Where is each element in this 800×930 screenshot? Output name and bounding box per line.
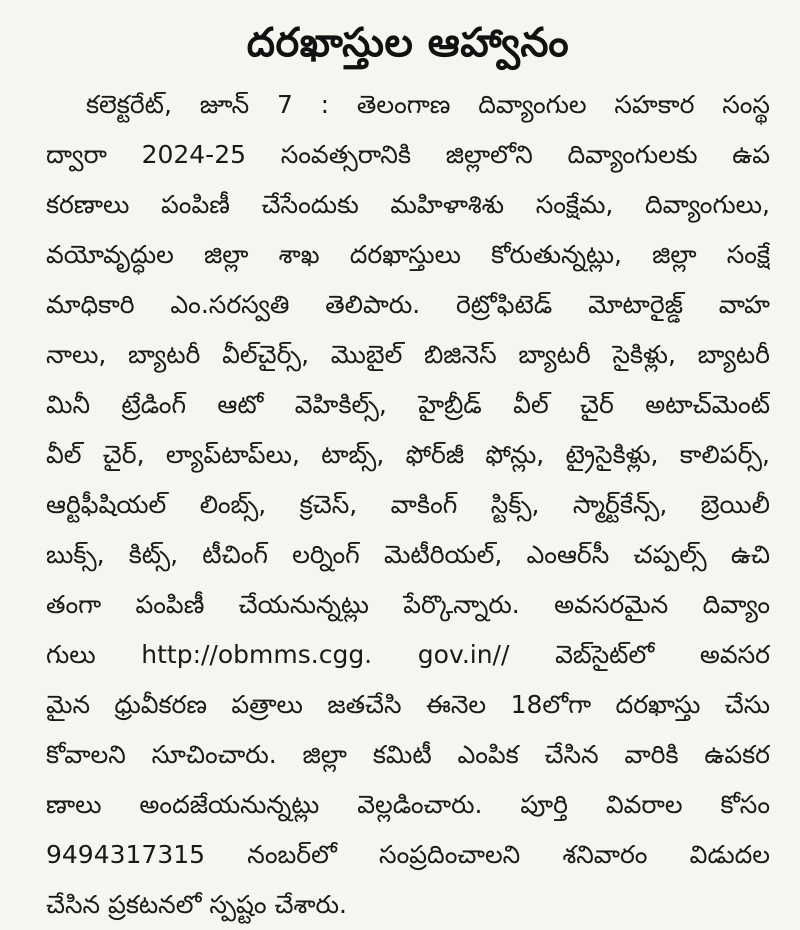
article-line: మినీ ట్రేడింగ్ ఆటో వెహికిల్స్, హైబ్రీడ్ వీల్ చైర్ అటాచ్‌మెంట్ bbox=[46, 390, 770, 419]
article-line: ఆర్టిఫీషియల్ లింబ్స్, క్రచెస్, వాకింగ్ స్టిక్స్, స్మార్ట్‌కేన్స్, బ్రెయిలీ bbox=[46, 490, 770, 519]
article-line: కరణాలు పంపిణీ చేసేందుకు మహిళాశిశు సంక్షేమ, దివ్యాంగులు, bbox=[46, 190, 770, 219]
article-line: 9494317315 నంబర్‌లో సంప్రదించాలని శనివారం విడుదల bbox=[46, 840, 770, 869]
article-line: గులు http://obmms.cgg. gov.in// వెబ్‌సైట్‌లో అవసర bbox=[46, 640, 770, 669]
article-body bbox=[46, 80, 770, 930]
article-line: వీల్ చైర్, ల్యాప్‌టాప్‌లు, టాబ్స్, ఫోర్‌జీ ఫోన్లు, ట్రైసైకిళ్లు, కాలిపర్స్, bbox=[46, 440, 770, 469]
article-line: ణాలు అందజేయనున్నట్లు వెల్లడించారు. పూర్తి వివరాల కోసం bbox=[46, 790, 770, 819]
article-line: కలెక్టరేట్, జూన్ 7 : తెలంగాణ దివ్యాంగుల సహకార సంస్థ bbox=[86, 90, 770, 119]
article-line: తంగా పంపిణీ చేయనున్నట్లు పేర్కొన్నారు. అవసరమైన దివ్యాం bbox=[46, 590, 770, 619]
headline: దరఖాస్తుల ఆహ్వానం bbox=[246, 20, 570, 66]
article-line: మాధికారి ఎం.సరస్వతి తెలిపారు. రెట్రోఫిటెడ్ మోటారైజ్డ్ వాహ bbox=[46, 290, 770, 319]
article-line: బుక్స్, కిట్స్, టీచింగ్ లర్నింగ్ మెటీరియల్, ఎంఆర్‌సీ చప్పల్స్ ఉచి bbox=[46, 540, 770, 569]
article-line: వయోవృద్ధుల జిల్లా శాఖ దరఖాస్తులు కోరుతున్నట్లు, జిల్లా సంక్షే bbox=[46, 240, 770, 269]
article-line: ద్వారా 2024-25 సంవత్సరానికి జిల్లాలోని దివ్యాంగులకు ఉప bbox=[46, 140, 770, 169]
article-line: కోవాలని సూచించారు. జిల్లా కమిటీ ఎంపిక చేసిన వారికి ఉపకర bbox=[46, 740, 770, 769]
article-line: చేసిన ప్రకటనలో స్పష్టం చేశారు. bbox=[46, 890, 347, 919]
article-line: నాలు, బ్యాటరీ వీల్‌చైర్స్, మొబైల్ బిజినెస్ బ్యాటరీ సైకిళ్లు, బ్యాటరీ bbox=[46, 340, 770, 369]
article-line: మైన ధ్రువీకరణ పత్రాలు జతచేసి ఈనెల 18లోగా దరఖాస్తు చేసు bbox=[46, 690, 770, 719]
